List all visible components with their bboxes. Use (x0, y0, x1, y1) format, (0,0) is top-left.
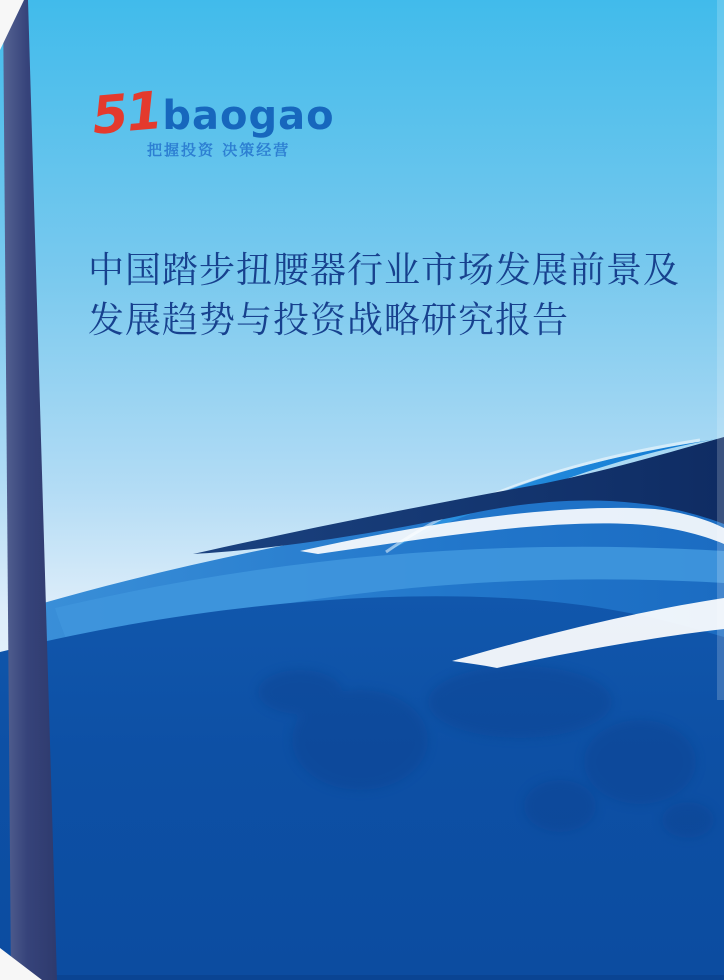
report-title (88, 246, 688, 346)
brand-logo (89, 81, 335, 147)
logo-mark-51: 51 (89, 81, 164, 147)
bottom-edge-line (0, 975, 724, 980)
report-title-line-2: 发展趋势与投资战略研究报告 (88, 300, 570, 341)
page-edge-highlight (717, 0, 724, 700)
report-title-line-1: 中国踏步扭腰器行业市场发展前景及 (88, 250, 681, 291)
logo-text-baogao: baogao (162, 93, 335, 139)
brand-tagline: 把握投资 决策经营 (147, 141, 291, 159)
